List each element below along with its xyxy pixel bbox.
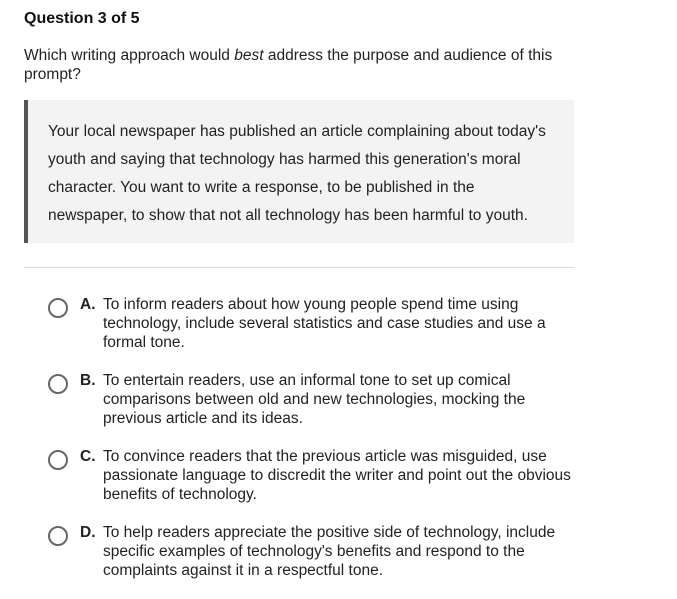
option-text: To help readers appreciate the positive side of technology, include specific examples of technology's benefits and respond to the complaints against it in a respectful tone. bbox=[103, 524, 556, 579]
question-counter: Question 3 of 5 bbox=[24, 10, 140, 27]
divider bbox=[24, 267, 574, 268]
option-letter: D. bbox=[80, 524, 96, 541]
option-text: To inform readers about how young people spend time using technology, include several statistics and case studies and use a formal tone. bbox=[103, 296, 546, 351]
option-letter: A. bbox=[80, 296, 96, 313]
prompt-passage: Your local newspaper has published an article complaining about today's youth and saying that technology has harmed this generation's moral character. You want to write a response, to be published in the newspaper, to show that not all technology has been harmful to youth. bbox=[24, 100, 574, 243]
option-text: To entertain readers, use an informal tone to set up comical comparisons between old and new technologies, mocking the previous article and its ideas. bbox=[103, 372, 526, 427]
answer-option-b[interactable] bbox=[24, 371, 584, 447]
radio-button-c[interactable] bbox=[48, 450, 68, 470]
option-text: To convince readers that the previous article was misguided, use passionate language to discredit the writer and point out the obvious benefits of technology. bbox=[103, 448, 571, 503]
question-suffix: address the purpose and audience of this prompt? bbox=[24, 47, 553, 83]
option-letter: C. bbox=[80, 448, 96, 465]
radio-button-d[interactable] bbox=[48, 526, 68, 546]
radio-button-b[interactable] bbox=[48, 374, 68, 394]
question-emphasis: best bbox=[234, 47, 264, 64]
radio-button-a[interactable] bbox=[48, 298, 68, 318]
answer-options bbox=[24, 295, 584, 599]
question-prompt bbox=[24, 46, 584, 84]
answer-option-d[interactable] bbox=[24, 523, 584, 599]
option-letter: B. bbox=[80, 372, 96, 389]
question-prefix: Which writing approach would bbox=[24, 47, 235, 64]
answer-option-a[interactable] bbox=[24, 295, 584, 371]
answer-option-c[interactable] bbox=[24, 447, 584, 523]
